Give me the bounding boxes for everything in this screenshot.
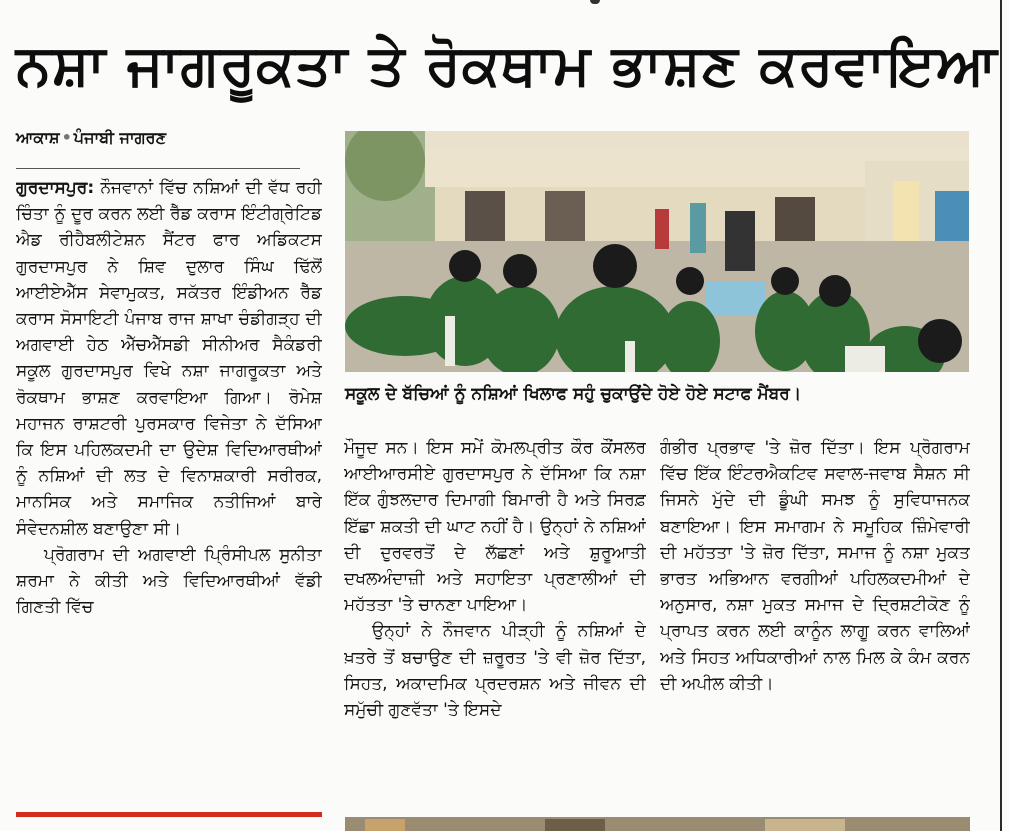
strip-detail [365,819,405,831]
paragraph: ਗੰਭੀਰ ਪ੍ਰਭਾਵ 'ਤੇ ਜ਼ੋਰ ਦਿੱਤਾ। ਇਸ ਪ੍ਰੋਗਰਾਮ ਵਿੱਚ ਇੱਕ ਇੰਟਰਐਕਟਿਵ ਸਵਾਲ-ਜਵਾਬ ਸੈਸ਼ਨ ਸੀ ਜਿਸਨੇ ਮੁੱਦੇ ਦੀ ਡੂੰਘੀ ਸਮਝ ਨੂੰ ਸੁਵਿਧਾਜਨਕ ਬਣਾਇਆ। ਇਸ ਸਮਾਗਮ ਨੇ ਸਮੂਹਿਕ ਜ਼ਿੰਮੇਵਾਰੀ ਦੀ ਮਹੱਤਤਾ 'ਤੇ ਜ਼ੋਰ ਦਿੱਤਾ, ਸਮਾਜ ਨੂੰ ਨਸ਼ਾ ਮੁਕਤ ਭਾਰਤ ਅਭਿਆਨ ਵਰਗੀਆਂ ਪਹਿਲਕਦਮੀਆਂ ਦੇ ਅਨੁਸਾਰ, ਨਸ਼ਾ ਮੁਕਤ ਸਮਾਜ ਦੇ ਦ੍ਰਿਸ਼ਟੀਕੋਣ ਨੂੰ ਪ੍ਰਾਪਤ ਕਰਨ ਲਈ ਕਾਨੂੰਨ ਲਾਗੂ ਕਰਨ ਵਾਲਿਆਂ ਅਤੇ ਸਿਹਤ ਅਧਿਕਾਰੀਆਂ ਨਾਲ ਮਿਲ ਕੇ ਕੰਮ ਕਰਨ ਦੀ ਅਪੀਲ ਕੀਤੀ। [660,438,970,694]
byline [16,128,166,148]
dateline: ਗੁਰਦਾਸਪੁਰ: [16,178,95,198]
school-assembly-photo [345,131,969,372]
byline-publication: ਪੰਜਾਬੀ ਜਾਗਰਣ [73,128,167,147]
strip-detail [545,819,605,831]
column-divider-rule [1000,0,1002,831]
edge-mark [590,0,600,4]
article-column-3 [660,435,970,793]
headline: ਨਸ਼ਾ ਜਾਗਰੂਕਤਾ ਤੇ ਰੋਕਥਾਮ ਭਾਸ਼ਣ ਕਰਵਾਇਆ [16,33,998,98]
news-photo [345,131,969,372]
article-column-1 [16,175,322,793]
paragraph [16,175,322,542]
paragraph: ਮੌਜੂਦ ਸਨ। ਇਸ ਸਮੇਂ ਕੋਮਲਪ੍ਰੀਤ ਕੌਰ ਕੌਂਸਲਰ ਆਈਆਰਸੀਏ ਗੁਰਦਾਸਪੁਰ ਨੇ ਦੱਸਿਆ ਕਿ ਨਸ਼ਾ ਇੱਕ ਗੁੰਝਲਦਾਰ ਦਿਮਾਗੀ ਬਿਮਾਰੀ ਹੈ ਅਤੇ ਸਿਰਫ਼ ਇੱਛਾ ਸ਼ਕਤੀ ਦੀ ਘਾਟ ਨਹੀਂ ਹੈ। ਉਨ੍ਹਾਂ ਨੇ ਨਸ਼ਿਆਂ ਦੀ ਦੁਰਵਰਤੋਂ ਦੇ ਲੱਛਣਾਂ ਅਤੇ ਸ਼ੁਰੂਆਤੀ ਦਖਲਅੰਦਾਜ਼ੀ ਅਤੇ ਸਹਾਇਤਾ ਪ੍ਰਣਾਲੀਆਂ ਦੀ ਮਹੱਤਤਾ 'ਤੇ ਚਾਨਣਾ ਪਾਇਆ। [344,438,646,616]
byline-author: ਆਕਾਸ਼ [16,128,60,147]
byline-rule [16,168,300,169]
paragraph-text: ਨੌਜਵਾਨਾਂ ਵਿੱਚ ਨਸ਼ਿਆਂ ਦੀ ਵੱਧ ਰਹੀ ਚਿੰਤਾ ਨੂੰ ਦੂਰ ਕਰਨ ਲਈ ਰੈੱਡ ਕਰਾਸ ਇੰਟੀਗ੍ਰੇਟਿਡ ਐਡ ਰੀਹੈਬਲੀਟੇਸ਼ਨ ਸੈਂਟਰ ਫਾਰ ਅਡਿਕਟਸ ਗੁਰਦਾਸਪੁਰ ਨੇ ਸ਼ਿਵ ਦੁਲਾਰ ਸਿੰਘ ਢਿੱਲੋਂ ਆਈਏਐੱਸ ਸੇਵਾਮੁਕਤ, ਸਕੱਤਰ ਇੰਡੀਅਨ ਰੈੱਡ ਕਰਾਸ ਸੋਸਾਇਟੀ ਪੰਜਾਬ ਰਾਜ ਸ਼ਾਖਾ ਚੰਡੀਗੜ੍ਹ ਦੀ ਅਗਵਾਈ ਹੇਠ ਐੱਚਐੱਸਡੀ ਸੀਨੀਅਰ ਸੈਕੰਡਰੀ ਸਕੂਲ ਗੁਰਦਾਸਪੁਰ ਵਿਖੇ ਨਸ਼ਾ ਜਾਗਰੂਕਤਾ ਅਤੇ ਰੋਕਥਾਮ ਭਾਸ਼ਣ ਕਰਵਾਇਆ ਗਿਆ। ਰੋਮੇਸ਼ ਮਹਾਜਨ ਰਾਸ਼ਟਰੀ ਪੁਰਸਕਾਰ ਵਿਜੇਤਾ ਨੇ ਦੱਸਿਆ ਕਿ ਇਸ ਪਹਿਲਕਦਮੀ ਦਾ ਉਦੇਸ਼ ਵਿਦਿਆਰਥੀਆਂ ਨੂੰ ਨਸ਼ਿਆਂ ਦੀ ਲਤ ਦੇ ਵਿਨਾਸ਼ਕਾਰੀ ਸਰੀਰਕ, ਮਾਨਸਿਕ ਅਤੇ ਸਮਾਜਿਕ ਨਤੀਜਿਆਂ ਬਾਰੇ ਸੰਵੇਦਨਸ਼ੀਲ ਬਣਾਉਣਾ ਸੀ। [16,178,322,539]
next-photo-edge [345,817,970,831]
paragraph: ਪ੍ਰੋਗਰਾਮ ਦੀ ਅਗਵਾਈ ਪ੍ਰਿੰਸੀਪਲ ਸੁਨੀਤਾ ਸ਼ਰਮਾ ਨੇ ਕੀਤੀ ਅਤੇ ਵਿਦਿਆਰਥੀਆਂ ਵੱਡੀ ਗਿਣਤੀ ਵਿੱਚ [16,544,322,618]
strip-detail [765,819,845,831]
previous-article-edge [0,0,1009,6]
byline-separator: • [61,128,72,147]
photo-caption: ਸਕੂਲ ਦੇ ਬੱਚਿਆਂ ਨੂੰ ਨਸ਼ਿਆਂ ਖਿਲਾਫ ਸਹੁੰ ਚੁਕਾਉਂਦੇ ਹੋਏ ਹੋਏ ਸਟਾਫ ਮੈਂਬਰ। [345,384,802,404]
section-rule [16,812,322,817]
article-column-2 [344,435,646,793]
paragraph: ਉਨ੍ਹਾਂ ਨੇ ਨੌਜਵਾਨ ਪੀੜ੍ਹੀ ਨੂੰ ਨਸ਼ਿਆਂ ਦੇ ਖ਼ਤਰੇ ਤੋਂ ਬਚਾਉਣ ਦੀ ਜ਼ਰੂਰਤ 'ਤੇ ਵੀ ਜ਼ੋਰ ਦਿੱਤਾ, ਸਿਹਤ, ਅਕਾਦਮਿਕ ਪ੍ਰਦਰਸ਼ਨ ਅਤੇ ਜੀਵਨ ਦੀ ਸਮੁੱਚੀ ਗੁਣਵੱਤਾ 'ਤੇ ਇਸਦੇ [344,621,646,721]
